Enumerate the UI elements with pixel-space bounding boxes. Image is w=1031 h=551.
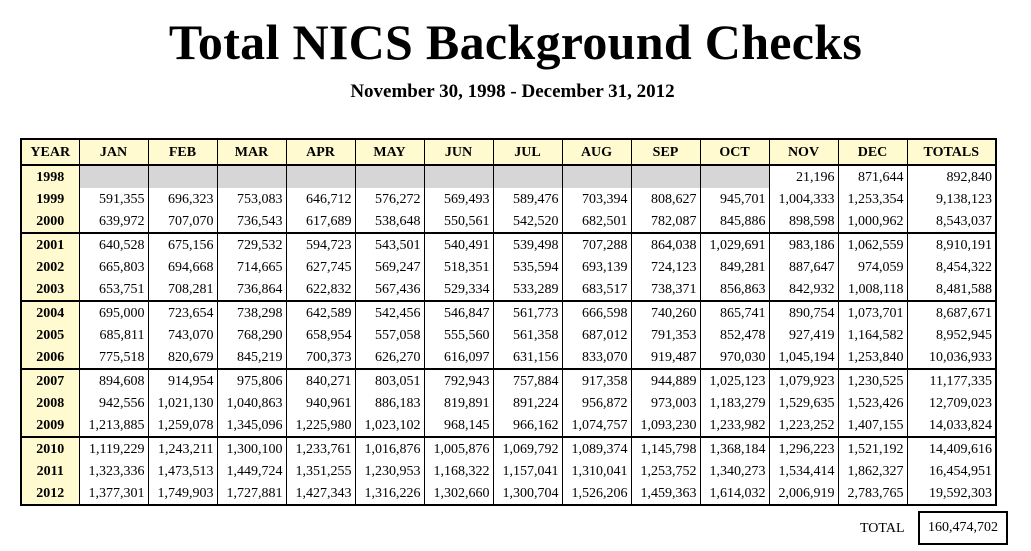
month-value-cell: 740,260 — [631, 301, 700, 324]
empty-cell — [355, 165, 424, 188]
month-value-cell: 685,811 — [79, 324, 148, 346]
month-value-cell: 557,058 — [355, 324, 424, 346]
month-value-cell: 1,145,798 — [631, 437, 700, 460]
month-value-cell: 682,501 — [562, 210, 631, 233]
month-value-cell: 891,224 — [493, 392, 562, 414]
month-value-cell: 708,281 — [148, 278, 217, 301]
month-value-cell: 533,289 — [493, 278, 562, 301]
month-value-cell: 833,070 — [562, 346, 631, 369]
column-header-year: YEAR — [21, 139, 79, 165]
month-value-cell: 1,168,322 — [424, 460, 493, 482]
month-value-cell: 675,156 — [148, 233, 217, 256]
month-value-cell: 820,679 — [148, 346, 217, 369]
year-cell: 2003 — [21, 278, 79, 301]
year-cell: 1998 — [21, 165, 79, 188]
year-cell: 2012 — [21, 482, 79, 505]
month-value-cell: 974,059 — [838, 256, 907, 278]
month-value-cell: 1,749,903 — [148, 482, 217, 505]
month-value-cell: 1,351,255 — [286, 460, 355, 482]
month-value-cell: 927,419 — [769, 324, 838, 346]
month-value-cell: 1,233,761 — [286, 437, 355, 460]
table-body — [21, 165, 996, 505]
year-total-cell: 11,177,335 — [907, 369, 996, 392]
month-value-cell: 616,097 — [424, 346, 493, 369]
month-value-cell: 736,543 — [217, 210, 286, 233]
table-row — [21, 460, 996, 482]
year-total-cell: 9,138,123 — [907, 188, 996, 210]
date-range-subtitle: November 30, 1998 - December 31, 2012 — [350, 81, 675, 102]
month-value-cell: 1,025,123 — [700, 369, 769, 392]
month-value-cell: 1,223,252 — [769, 414, 838, 437]
month-value-cell: 723,654 — [148, 301, 217, 324]
column-header-nov: NOV — [769, 139, 838, 165]
month-value-cell: 642,589 — [286, 301, 355, 324]
empty-cell — [286, 165, 355, 188]
month-value-cell: 1,045,194 — [769, 346, 838, 369]
column-header-sep: SEP — [631, 139, 700, 165]
month-value-cell: 683,517 — [562, 278, 631, 301]
month-value-cell: 2,006,919 — [769, 482, 838, 505]
column-header-feb: FEB — [148, 139, 217, 165]
empty-cell — [79, 165, 148, 188]
month-value-cell: 757,884 — [493, 369, 562, 392]
year-total-cell: 14,409,616 — [907, 437, 996, 460]
month-value-cell: 591,355 — [79, 188, 148, 210]
month-value-cell: 944,889 — [631, 369, 700, 392]
month-value-cell: 1,016,876 — [355, 437, 424, 460]
grand-total-label: TOTAL — [860, 521, 905, 536]
year-cell: 2008 — [21, 392, 79, 414]
month-value-cell: 1,008,118 — [838, 278, 907, 301]
empty-cell — [217, 165, 286, 188]
month-value-cell: 1,323,336 — [79, 460, 148, 482]
year-total-cell: 19,592,303 — [907, 482, 996, 505]
month-value-cell: 665,803 — [79, 256, 148, 278]
month-value-cell: 1,062,559 — [838, 233, 907, 256]
column-header-may: MAY — [355, 139, 424, 165]
year-cell: 2005 — [21, 324, 79, 346]
month-value-cell: 973,003 — [631, 392, 700, 414]
year-cell: 1999 — [21, 188, 79, 210]
month-value-cell: 529,334 — [424, 278, 493, 301]
table-row — [21, 437, 996, 460]
year-total-cell: 8,481,588 — [907, 278, 996, 301]
month-value-cell: 1,213,885 — [79, 414, 148, 437]
table-row — [21, 482, 996, 505]
month-value-cell: 856,863 — [700, 278, 769, 301]
month-value-cell: 1,073,701 — [838, 301, 907, 324]
month-value-cell: 1,296,223 — [769, 437, 838, 460]
month-value-cell: 808,627 — [631, 188, 700, 210]
month-value-cell: 546,847 — [424, 301, 493, 324]
month-value-cell: 890,754 — [769, 301, 838, 324]
month-value-cell: 919,487 — [631, 346, 700, 369]
month-value-cell: 852,478 — [700, 324, 769, 346]
table-row — [21, 210, 996, 233]
year-cell: 2010 — [21, 437, 79, 460]
year-total-cell: 8,687,671 — [907, 301, 996, 324]
month-value-cell: 714,665 — [217, 256, 286, 278]
month-value-cell: 1,119,229 — [79, 437, 148, 460]
month-value-cell: 1,074,757 — [562, 414, 631, 437]
year-cell: 2004 — [21, 301, 79, 324]
month-value-cell: 2,783,765 — [838, 482, 907, 505]
month-value-cell: 695,000 — [79, 301, 148, 324]
year-total-cell: 8,910,191 — [907, 233, 996, 256]
month-value-cell: 696,323 — [148, 188, 217, 210]
month-value-cell: 775,518 — [79, 346, 148, 369]
table-row — [21, 324, 996, 346]
table-row — [21, 188, 996, 210]
month-value-cell: 743,070 — [148, 324, 217, 346]
month-value-cell: 782,087 — [631, 210, 700, 233]
month-value-cell: 594,723 — [286, 233, 355, 256]
month-value-cell: 693,139 — [562, 256, 631, 278]
month-value-cell: 1,449,724 — [217, 460, 286, 482]
month-value-cell: 966,162 — [493, 414, 562, 437]
month-value-cell: 626,270 — [355, 346, 424, 369]
month-value-cell: 550,561 — [424, 210, 493, 233]
empty-cell — [700, 165, 769, 188]
month-value-cell: 1,377,301 — [79, 482, 148, 505]
month-value-cell: 803,051 — [355, 369, 424, 392]
month-value-cell: 945,701 — [700, 188, 769, 210]
column-header-oct: OCT — [700, 139, 769, 165]
month-value-cell: 639,972 — [79, 210, 148, 233]
month-value-cell: 1,157,041 — [493, 460, 562, 482]
year-total-cell: 16,454,951 — [907, 460, 996, 482]
month-value-cell: 617,689 — [286, 210, 355, 233]
month-value-cell: 631,156 — [493, 346, 562, 369]
month-value-cell: 1,183,279 — [700, 392, 769, 414]
month-value-cell: 1,029,691 — [700, 233, 769, 256]
grand-total-value: 160,474,702 — [918, 511, 1008, 545]
month-value-cell: 840,271 — [286, 369, 355, 392]
month-value-cell: 914,954 — [148, 369, 217, 392]
month-value-cell: 1,005,876 — [424, 437, 493, 460]
month-value-cell: 1,243,211 — [148, 437, 217, 460]
month-value-cell: 1,407,155 — [838, 414, 907, 437]
month-value-cell: 1,300,100 — [217, 437, 286, 460]
month-value-cell: 543,501 — [355, 233, 424, 256]
month-value-cell: 968,145 — [424, 414, 493, 437]
month-value-cell: 576,272 — [355, 188, 424, 210]
month-value-cell: 956,872 — [562, 392, 631, 414]
month-value-cell: 791,353 — [631, 324, 700, 346]
month-value-cell: 540,491 — [424, 233, 493, 256]
month-value-cell: 707,070 — [148, 210, 217, 233]
month-value-cell: 561,358 — [493, 324, 562, 346]
month-value-cell: 1,225,980 — [286, 414, 355, 437]
table-row — [21, 165, 996, 188]
column-header-aug: AUG — [562, 139, 631, 165]
year-total-cell: 8,952,945 — [907, 324, 996, 346]
month-value-cell: 707,288 — [562, 233, 631, 256]
month-value-cell: 1,093,230 — [631, 414, 700, 437]
month-value-cell: 849,281 — [700, 256, 769, 278]
table-row — [21, 233, 996, 256]
month-value-cell: 917,358 — [562, 369, 631, 392]
month-value-cell: 1,614,032 — [700, 482, 769, 505]
month-value-cell: 864,038 — [631, 233, 700, 256]
year-cell: 2009 — [21, 414, 79, 437]
month-value-cell: 1,316,226 — [355, 482, 424, 505]
month-value-cell: 1,523,426 — [838, 392, 907, 414]
month-value-cell: 569,493 — [424, 188, 493, 210]
month-value-cell: 983,186 — [769, 233, 838, 256]
month-value-cell: 555,560 — [424, 324, 493, 346]
month-value-cell: 1,230,525 — [838, 369, 907, 392]
month-value-cell: 569,247 — [355, 256, 424, 278]
month-value-cell: 1,259,078 — [148, 414, 217, 437]
month-value-cell: 1,427,343 — [286, 482, 355, 505]
month-value-cell: 724,123 — [631, 256, 700, 278]
month-value-cell: 792,943 — [424, 369, 493, 392]
month-value-cell: 1,023,102 — [355, 414, 424, 437]
month-value-cell: 942,556 — [79, 392, 148, 414]
month-value-cell: 700,373 — [286, 346, 355, 369]
month-value-cell: 1,862,327 — [838, 460, 907, 482]
table-row — [21, 278, 996, 301]
month-value-cell: 703,394 — [562, 188, 631, 210]
year-total-cell: 14,033,824 — [907, 414, 996, 437]
table-row — [21, 301, 996, 324]
month-value-cell: 542,456 — [355, 301, 424, 324]
column-header-jul: JUL — [493, 139, 562, 165]
month-value-cell: 865,741 — [700, 301, 769, 324]
header-row — [21, 139, 996, 165]
empty-cell — [493, 165, 562, 188]
month-value-cell: 736,864 — [217, 278, 286, 301]
month-value-cell: 970,030 — [700, 346, 769, 369]
month-value-cell: 535,594 — [493, 256, 562, 278]
table-row — [21, 414, 996, 437]
month-value-cell: 1,079,923 — [769, 369, 838, 392]
column-header-dec: DEC — [838, 139, 907, 165]
month-value-cell: 871,644 — [838, 165, 907, 188]
month-value-cell: 842,932 — [769, 278, 838, 301]
column-header-totals: TOTALS — [907, 139, 996, 165]
column-header-jun: JUN — [424, 139, 493, 165]
month-value-cell: 640,528 — [79, 233, 148, 256]
month-value-cell: 845,219 — [217, 346, 286, 369]
month-value-cell: 1,521,192 — [838, 437, 907, 460]
month-value-cell: 666,598 — [562, 301, 631, 324]
column-header-apr: APR — [286, 139, 355, 165]
month-value-cell: 1,473,513 — [148, 460, 217, 482]
month-value-cell: 542,520 — [493, 210, 562, 233]
month-value-cell: 1,253,354 — [838, 188, 907, 210]
year-cell: 2000 — [21, 210, 79, 233]
month-value-cell: 1,069,792 — [493, 437, 562, 460]
month-value-cell: 1,340,273 — [700, 460, 769, 482]
month-value-cell: 627,745 — [286, 256, 355, 278]
year-total-cell: 8,454,322 — [907, 256, 996, 278]
year-total-cell: 8,543,037 — [907, 210, 996, 233]
month-value-cell: 1,253,752 — [631, 460, 700, 482]
month-value-cell: 1,459,363 — [631, 482, 700, 505]
month-value-cell: 729,532 — [217, 233, 286, 256]
month-value-cell: 653,751 — [79, 278, 148, 301]
month-value-cell: 1,004,333 — [769, 188, 838, 210]
year-cell: 2002 — [21, 256, 79, 278]
nics-checks-table — [20, 138, 997, 506]
month-value-cell: 1,000,962 — [838, 210, 907, 233]
month-value-cell: 898,598 — [769, 210, 838, 233]
month-value-cell: 1,345,096 — [217, 414, 286, 437]
month-value-cell: 646,712 — [286, 188, 355, 210]
empty-cell — [562, 165, 631, 188]
month-value-cell: 1,310,041 — [562, 460, 631, 482]
month-value-cell: 567,436 — [355, 278, 424, 301]
month-value-cell: 687,012 — [562, 324, 631, 346]
month-value-cell: 1,302,660 — [424, 482, 493, 505]
month-value-cell: 1,253,840 — [838, 346, 907, 369]
month-value-cell: 886,183 — [355, 392, 424, 414]
month-value-cell: 1,529,635 — [769, 392, 838, 414]
empty-cell — [631, 165, 700, 188]
column-header-jan: JAN — [79, 139, 148, 165]
month-value-cell: 561,773 — [493, 301, 562, 324]
month-value-cell: 940,961 — [286, 392, 355, 414]
month-value-cell: 1,021,130 — [148, 392, 217, 414]
month-value-cell: 738,298 — [217, 301, 286, 324]
month-value-cell: 975,806 — [217, 369, 286, 392]
month-value-cell: 1,727,881 — [217, 482, 286, 505]
empty-cell — [424, 165, 493, 188]
month-value-cell: 1,368,184 — [700, 437, 769, 460]
year-total-cell: 10,036,933 — [907, 346, 996, 369]
month-value-cell: 1,040,863 — [217, 392, 286, 414]
table-row — [21, 369, 996, 392]
month-value-cell: 819,891 — [424, 392, 493, 414]
month-value-cell: 894,608 — [79, 369, 148, 392]
column-header-mar: MAR — [217, 139, 286, 165]
table-row — [21, 256, 996, 278]
page-title: Total NICS Background Checks — [168, 14, 863, 70]
year-total-cell: 12,709,023 — [907, 392, 996, 414]
month-value-cell: 1,534,414 — [769, 460, 838, 482]
month-value-cell: 622,832 — [286, 278, 355, 301]
month-value-cell: 845,886 — [700, 210, 769, 233]
month-value-cell: 1,526,206 — [562, 482, 631, 505]
month-value-cell: 538,648 — [355, 210, 424, 233]
year-total-cell: 892,840 — [907, 165, 996, 188]
table-row — [21, 346, 996, 369]
month-value-cell: 518,351 — [424, 256, 493, 278]
year-cell: 2011 — [21, 460, 79, 482]
month-value-cell: 539,498 — [493, 233, 562, 256]
year-cell: 2007 — [21, 369, 79, 392]
month-value-cell: 1,230,953 — [355, 460, 424, 482]
year-cell: 2001 — [21, 233, 79, 256]
month-value-cell: 738,371 — [631, 278, 700, 301]
empty-cell — [148, 165, 217, 188]
month-value-cell: 753,083 — [217, 188, 286, 210]
month-value-cell: 1,089,374 — [562, 437, 631, 460]
month-value-cell: 887,647 — [769, 256, 838, 278]
month-value-cell: 1,233,982 — [700, 414, 769, 437]
month-value-cell: 21,196 — [769, 165, 838, 188]
month-value-cell: 1,164,582 — [838, 324, 907, 346]
month-value-cell: 768,290 — [217, 324, 286, 346]
year-cell: 2006 — [21, 346, 79, 369]
month-value-cell: 694,668 — [148, 256, 217, 278]
month-value-cell: 1,300,704 — [493, 482, 562, 505]
table-row — [21, 392, 996, 414]
month-value-cell: 589,476 — [493, 188, 562, 210]
month-value-cell: 658,954 — [286, 324, 355, 346]
